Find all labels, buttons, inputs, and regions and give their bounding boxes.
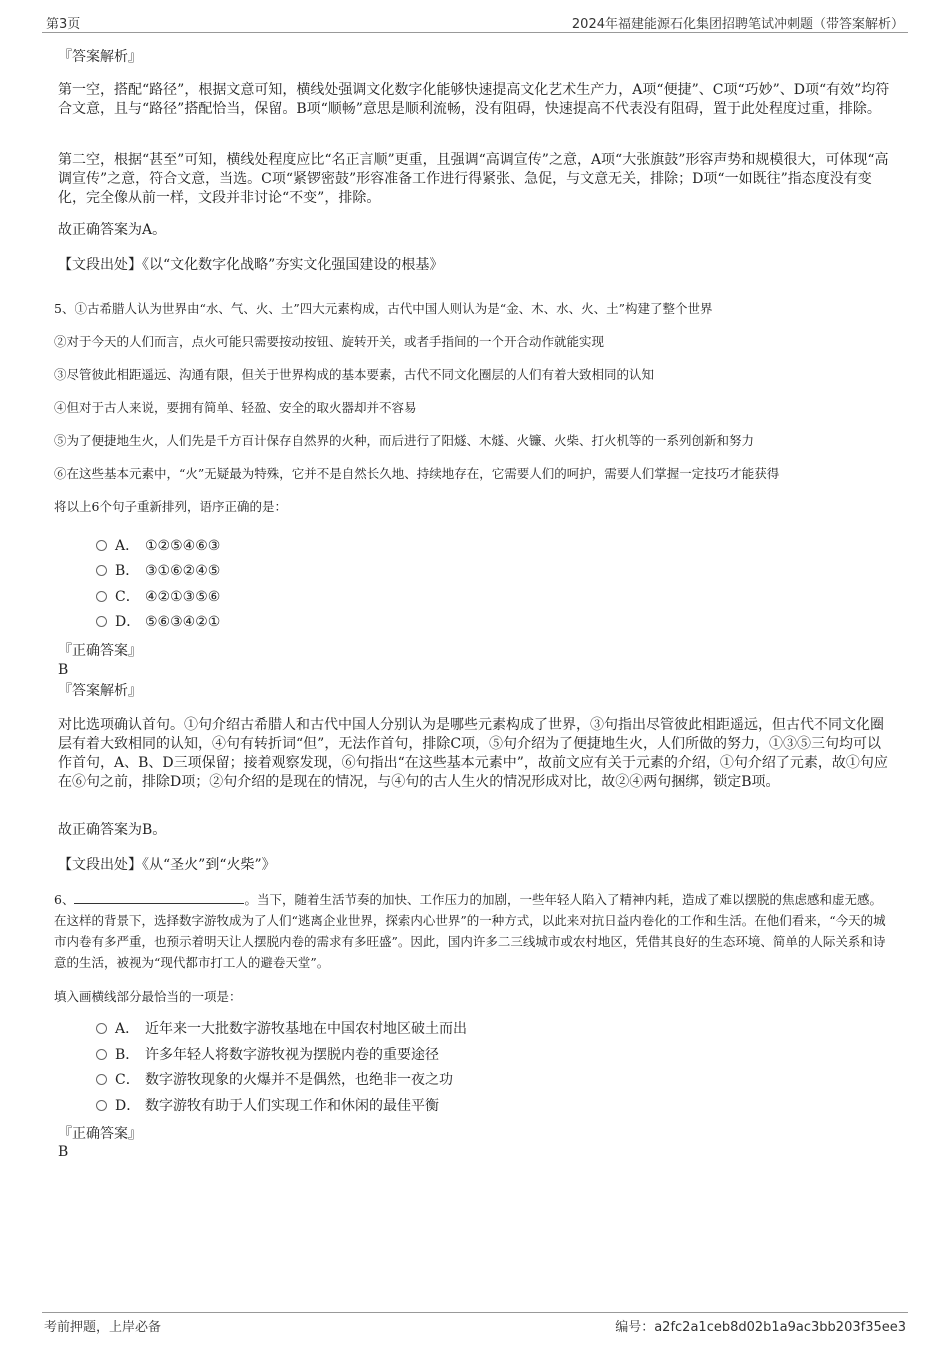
q6-option-b[interactable]: B． 许多年轻人将数字游牧视为摆脱内卷的重要途径 [96,1045,439,1065]
q5-option-d[interactable]: D． ⑤⑥③④②① [96,612,220,632]
q5-prompt: 将以上6个句子重新排列，语序正确的是： [54,499,287,514]
q4-analysis-paragraph-2: 第二空，根据“甚至”可知，横线处程度应比“名正言顺”更重，且强调“高调宣传”之意，A项“大张旗鼓”形容声势和规模很大，可体现“高调宣传”之意，符合文意，当选。C项“紧锣密鼓”形容准备工作进行得紧张、急促，与文意无关，排除；D项“一如既往”指态度没有变化，完全像从前一样，文段并非讨论“不变”，排除。 [58,152,889,206]
q6-option-d[interactable]: D． 数字游牧有助于人们实现工作和休闲的最佳平衡 [96,1096,439,1116]
q6-number: 6、 [54,892,75,907]
page-footer [42,1312,908,1333]
radio-icon[interactable] [96,1074,107,1085]
q5-conclusion: 故正确答案为B。 [58,822,167,838]
radio-icon[interactable] [96,540,107,551]
q5-analysis-label: 『答案解析』 [58,683,142,699]
q4-analysis-paragraph-1: 第一空，搭配“路径”，根据文意可知，横线处强调文化数字化能够快速提高文化艺术生产力，A项“便捷”、C项“巧妙”、D项“有效”均符合文意，且与“路径”搭配恰当，保留。B项“顺畅”意思是顺利流畅，没有阻碍，快速提高不代表没有阻碍，置于此处程度过重，排除。 [58,82,890,117]
q6-answer-label: 『正确答案』 [58,1126,142,1142]
q5-option-a[interactable]: A． ①②⑤④⑥③ [96,536,220,556]
footer-slogan: 考前押题，上岸必备 [44,1320,162,1335]
radio-icon[interactable] [96,1049,107,1060]
q5-analysis: 对比选项确认首句。①句介绍古希腊人和古代中国人分别认为是哪些元素构成了世界，③句指出尽管彼此相距遥远，但古代不同文化圈层有着大致相同的认知，④句有转折词“但”，无法作首句，排除C项，⑤句介绍为了便捷地生火，人们所做的努力，①③⑤三句均可以作首句，A、B、D三项保留；接着观察发现，⑥句指出“在这些基本元素中”，故前文应有关于元素的介绍，①句介绍了元素，故①句应在⑥句之前，排除D项；②句介绍的是现在的情况，与④句的古人生火的情况形成对比，故②④两句捆绑，锁定B项。 [58,717,888,790]
footer-code [615,1316,906,1335]
q5-sentence-3: ③尽管彼此相距遥远、沟通有限，但关于世界构成的基本要素，古代不同文化圈层的人们有着大致相同的认知 [54,367,655,382]
page-number: 第3页 [46,17,81,32]
q4-conclusion: 故正确答案为A。 [58,222,167,238]
radio-icon[interactable] [96,591,107,602]
q5-sentences [54,296,894,520]
q6-fill-blank [74,891,244,904]
q5-answer-label: 『正确答案』 [58,643,142,659]
q5-answer: B [58,662,69,678]
q6-stem [54,889,894,973]
q4-analysis-label: 『答案解析』 [58,49,142,65]
q6-prompt: 填入画横线部分最恰当的一项是： [54,989,242,1004]
q6-option-a[interactable]: A． 近年来一大批数字游牧基地在中国农村地区破土而出 [96,1019,467,1039]
q6-option-c[interactable]: C． 数字游牧现象的火爆并不是偶然，也绝非一夜之功 [96,1070,453,1090]
q5-option-c[interactable]: C． ④②①③⑤⑥ [96,587,220,607]
q5-sentence-5: ⑤为了便捷地生火，人们先是千方百计保存自然界的火种，而后进行了阳燧、木燧、火镰、火柴、打火机等的一系列创新和努力 [54,433,755,448]
q5-sentence-4: ④但对于古人来说，要拥有简单、轻盈、安全的取火器却并不容易 [54,400,417,415]
footer-code-value: a2fc2a1ceb8d02b1a9ac3bb203f35ee3 [654,1320,906,1335]
radio-icon[interactable] [96,565,107,576]
q6-stem-text: 。当下，随着生活节奏的加快、工作压力的加剧，一些年轻人陷入了精神内耗，造成了难以摆脱的焦虑感和虚无感。在这样的背景下，选择数字游牧成为了人们“逃离企业世界，探索内心世界”的一种方式，以此来对抗日益内卷化的工作和生活。在他们看来，“今天的城市内卷有多严重，也预示着明天让人摆脱内卷的需求有多旺盛”。因此，国内许多二三线城市或农村地区，凭借其良好的生态环境、简单的人际关系和诗意的生活，被视为“现代都市打工人的避卷天堂”。 [54,892,886,970]
q5-option-b[interactable]: B． ③①⑥②④⑤ [96,561,220,581]
q6-answer: B [58,1144,69,1160]
q5-sentence-2: ②对于今天的人们而言，点火可能只需要按动按钮、旋转开关，或者手指间的一个开合动作就能实现 [54,334,605,349]
page-header [42,10,908,33]
q4-source: 【文段出处】《以“文化数字化战略”夯实文化强国建设的根基》 [58,257,444,273]
radio-icon[interactable] [96,616,107,627]
document-title: 2024年福建能源石化集团招聘笔试冲刺题（带答案解析） [571,17,904,32]
radio-icon[interactable] [96,1100,107,1111]
q5-sentence-6: ⑥在这些基本元素中，“火”无疑最为特殊，它并不是自然长久地、持续地存在，它需要人们的呵护，需要人们掌握一定技巧才能获得 [54,466,780,481]
radio-icon[interactable] [96,1023,107,1034]
footer-code-label: 编号： [615,1320,655,1335]
q5-source: 【文段出处】《从“圣火”到“火柴”》 [58,857,276,873]
q5-sentence-1: 5、①古希腊人认为世界由“水、气、火、土”四大元素构成，古代中国人则认为是“金、木、水、火、土”构建了整个世界 [54,301,713,316]
